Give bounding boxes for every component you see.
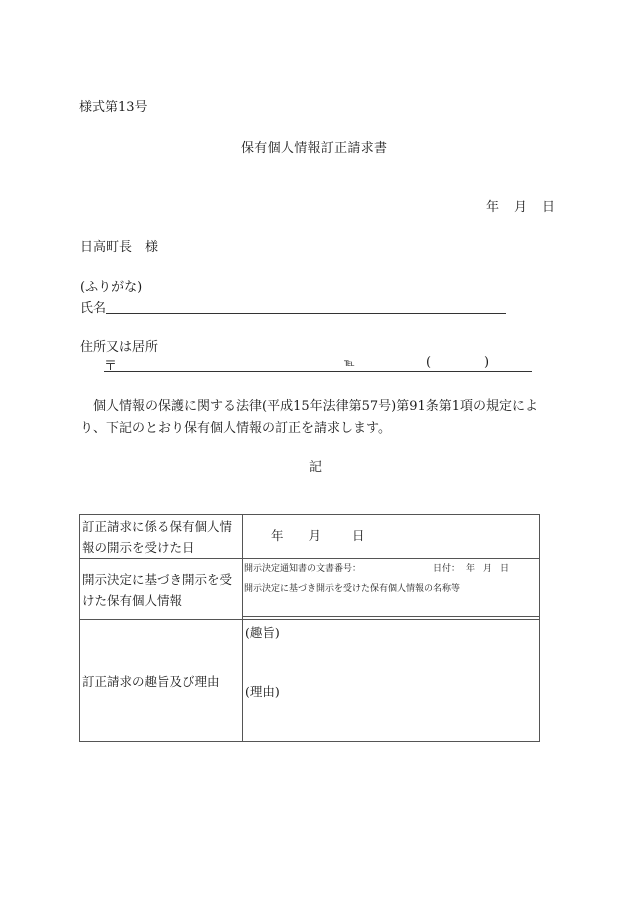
addressee: 日高町長 様	[80, 240, 159, 255]
request-form-table	[79, 514, 540, 742]
row2-date-label: 日付：	[433, 564, 461, 574]
tel-paren-open: (	[426, 355, 432, 370]
body-text: 個人情報の保護に関する法律(平成15年法律第57号)第91条第1項の規定により、下記のとおり保有個人情報の訂正を請求します。	[80, 399, 539, 436]
table-row	[80, 515, 540, 559]
date-day: 日	[542, 200, 556, 215]
row1-date-field[interactable]	[243, 515, 540, 559]
name-underline	[106, 313, 506, 314]
address-label: 住所又は居所	[80, 340, 159, 355]
table-row	[80, 620, 540, 742]
tel-paren-close: )	[484, 355, 490, 370]
row1-year: 年	[271, 528, 284, 543]
document-title: 保有個人情報訂正請求書	[241, 141, 388, 156]
row3-field[interactable]	[243, 620, 540, 742]
ki-label: 記	[309, 460, 323, 475]
row2-year: 年	[466, 564, 476, 574]
row3-purpose-label: (趣旨)	[245, 625, 280, 640]
row1-month: 月	[308, 528, 322, 543]
table-row	[80, 559, 540, 620]
row2-date	[433, 562, 509, 576]
row2-month: 月	[483, 564, 493, 574]
furigana-label: (ふりがな)	[80, 280, 143, 295]
row1-day: 日	[352, 528, 365, 543]
form-number: 様式第13号	[79, 100, 148, 115]
row2-info-name: 開示決定に基づき開示を受けた保有個人情報の名称等	[244, 584, 461, 594]
row2-label: 開示決定に基づき開示を受けた保有個人情報	[80, 559, 243, 620]
row3-reason-label: (理由)	[245, 684, 280, 699]
row2-day: 日	[500, 564, 510, 574]
tel-label: ℡	[344, 358, 355, 369]
address-underline	[104, 371, 532, 372]
row2-info-field[interactable]	[243, 559, 540, 620]
row2-double-line	[243, 616, 539, 617]
date-month: 月	[514, 200, 528, 215]
date-year: 年	[486, 200, 500, 215]
postal-mark: 〒	[104, 359, 118, 374]
row1-label: 訂正請求に係る保有個人情報の開示を受けた日	[80, 515, 243, 559]
row3-label: 訂正請求の趣旨及び理由	[80, 620, 243, 742]
name-label: 氏名	[80, 301, 107, 316]
row2-notice-number: 開示決定通知書の文書番号：	[244, 564, 362, 574]
date-line	[486, 196, 555, 215]
